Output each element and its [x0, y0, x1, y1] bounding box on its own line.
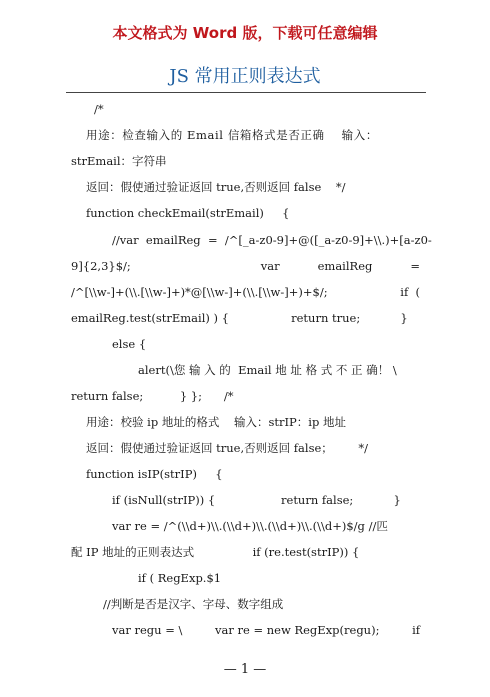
word-format-banner: 本文格式为 Word 版，下载可任意编辑: [112, 24, 378, 42]
code-line: if ( RegExp.$1: [138, 571, 222, 585]
code-line: var re = /^(\\d+)\\.(\\d+)\\.(\\d+)\\.(\\d+)$/g //匹: [112, 519, 388, 533]
code-segment: =: [410, 259, 420, 273]
code-line: function isIP(strIP) {: [86, 467, 223, 481]
code-line: 用途：检查输入的 Email 信箱格式是否正确 输入：: [86, 128, 378, 142]
code-line: return false; } }; /*: [71, 389, 234, 403]
code-segment: 9]{2,3}$/;: [71, 259, 131, 273]
code-line: function checkEmail(strEmail) {: [86, 206, 290, 220]
code-line: if (isNull(strIP)) { return false; }: [112, 493, 401, 507]
code-line: [112, 622, 420, 638]
code-line: //var emailReg = /^[_a-z0-9]+@([_a-z0-9]+\\.)+[a-z0-: [112, 233, 432, 247]
code-segment: emailReg: [317, 259, 373, 273]
code-line: [71, 258, 420, 274]
code-segment: var: [260, 259, 280, 273]
code-line: 用途：校验 ip 地址的格式 输入：strIP：ip 地址: [86, 415, 346, 429]
title-divider: [66, 92, 426, 93]
code-segment: var re = new RegExp(regu);: [215, 623, 380, 637]
code-line: /*: [94, 102, 104, 116]
code-line: 配 IP 地址的正则表达式 if (re.test(strIP)) {: [71, 545, 360, 559]
code-line: else {: [112, 337, 147, 351]
code-line: [71, 284, 420, 300]
code-segment: if: [412, 623, 420, 637]
code-line: 返回：假使通过验证返回 true,否则返回 false； */: [86, 441, 369, 455]
code-line: emailReg.test(strEmail) ) { return true; }: [71, 311, 408, 325]
document-title: JS 常用正则表达式: [169, 66, 321, 87]
code-line: //判断是否是汉字、字母、数字组成: [103, 597, 284, 611]
page-number: — 1 —: [223, 662, 267, 677]
code-segment: if (: [400, 285, 420, 299]
code-line: strEmail：字符串: [71, 154, 167, 168]
code-segment: /^[\\w-]+(\\.[\\w-]+)*@[\\w-]+(\\.[\\w-]+)+$/;: [71, 285, 328, 299]
code-line: 返回：假使通过验证返回 true,否则返回 false */: [86, 180, 346, 194]
code-line: alert(\您 输 入 的 Email 地 址 格 式 不 正 确！ \: [138, 363, 397, 377]
code-segment: var regu = \: [112, 623, 183, 637]
